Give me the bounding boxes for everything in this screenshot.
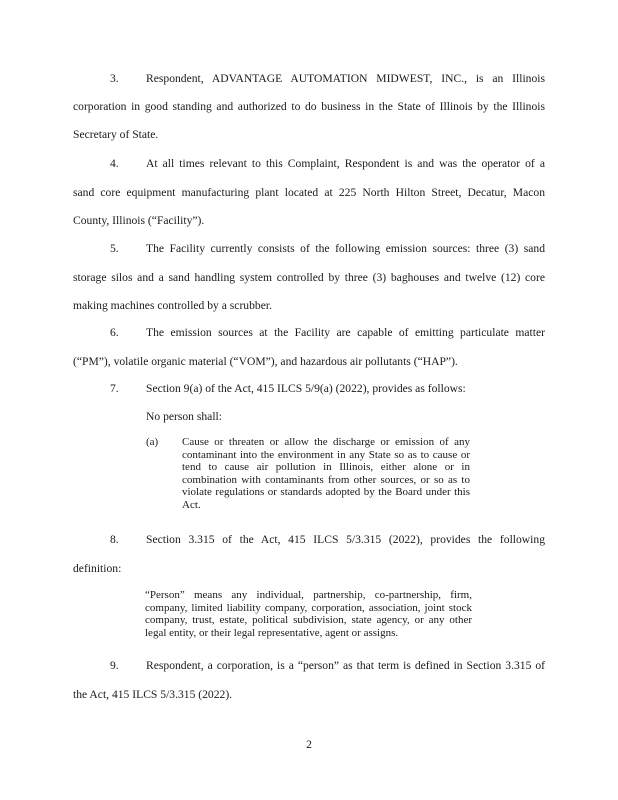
paragraph-line: definition: xyxy=(73,562,122,575)
paragraph-line: the Act, 415 ILCS 5/3.315 (2022). xyxy=(73,688,233,701)
paragraph-first-line: At all times relevant to this Complaint, Respondent is and was the operator of a xyxy=(146,157,545,170)
paragraph-first-line: Respondent, ADVANTAGE AUTOMATION MIDWEST, INC., is an Illinois xyxy=(146,72,545,85)
paragraph-number: 5. xyxy=(110,242,119,255)
statute-quote: Cause or threaten or allow the discharge or emission of any contaminant into the environment in any State so as to cause or tend to cause air pollution in Illinois, either alone or in combination with contaminants from other sources, or so as to violate regulations or standards adopted by the Board under this Act. xyxy=(182,436,470,511)
paragraph-first-line: Section 9(a) of the Act, 415 ILCS 5/9(a) (2022), provides as follows: xyxy=(146,382,466,395)
paragraph-first-line: The Facility currently consists of the following emission sources: three (3) sand xyxy=(146,242,545,255)
paragraph-number: 8. xyxy=(110,533,119,546)
paragraph-first-line: Section 3.315 of the Act, 415 ILCS 5/3.315 (2022), provides the following xyxy=(146,533,545,546)
paragraph-number: 7. xyxy=(110,382,119,395)
paragraph-number: 3. xyxy=(110,72,119,85)
paragraph-number: 6. xyxy=(110,326,119,339)
paragraph-number: 9. xyxy=(110,659,119,672)
item-label: (a) xyxy=(146,436,159,448)
definition-quote: “Person” means any individual, partnership, co-partnership, firm, company, limited liability company, corporation, association, joint stock company, trust, estate, political subdivision, state agency, or any other legal entity, or their legal representative, agent or assigns. xyxy=(145,589,472,639)
paragraph-line: storage silos and a sand handling system controlled by three (3) baghouses and twelve (12) core xyxy=(73,271,545,284)
quote-intro: No person shall: xyxy=(146,410,222,423)
paragraph-line: (“PM”), volatile organic material (“VOM”), and hazardous air pollutants (“HAP”). xyxy=(73,355,458,368)
page-number: 2 xyxy=(306,738,312,751)
paragraph-line: making machines controlled by a scrubber. xyxy=(73,299,272,312)
paragraph-first-line: Respondent, a corporation, is a “person” as that term is defined in Section 3.315 of xyxy=(146,659,545,672)
paragraph-line: County, Illinois (“Facility”). xyxy=(73,214,205,227)
paragraph-line: corporation in good standing and authorized to do business in the State of Illinois by the Illinois xyxy=(73,100,545,113)
paragraph-line: sand core equipment manufacturing plant located at 225 North Hilton Street, Decatur, Macon xyxy=(73,186,545,199)
paragraph-number: 4. xyxy=(110,157,119,170)
paragraph-first-line: The emission sources at the Facility are capable of emitting particulate matter xyxy=(146,326,545,339)
paragraph-line: Secretary of State. xyxy=(73,128,159,141)
